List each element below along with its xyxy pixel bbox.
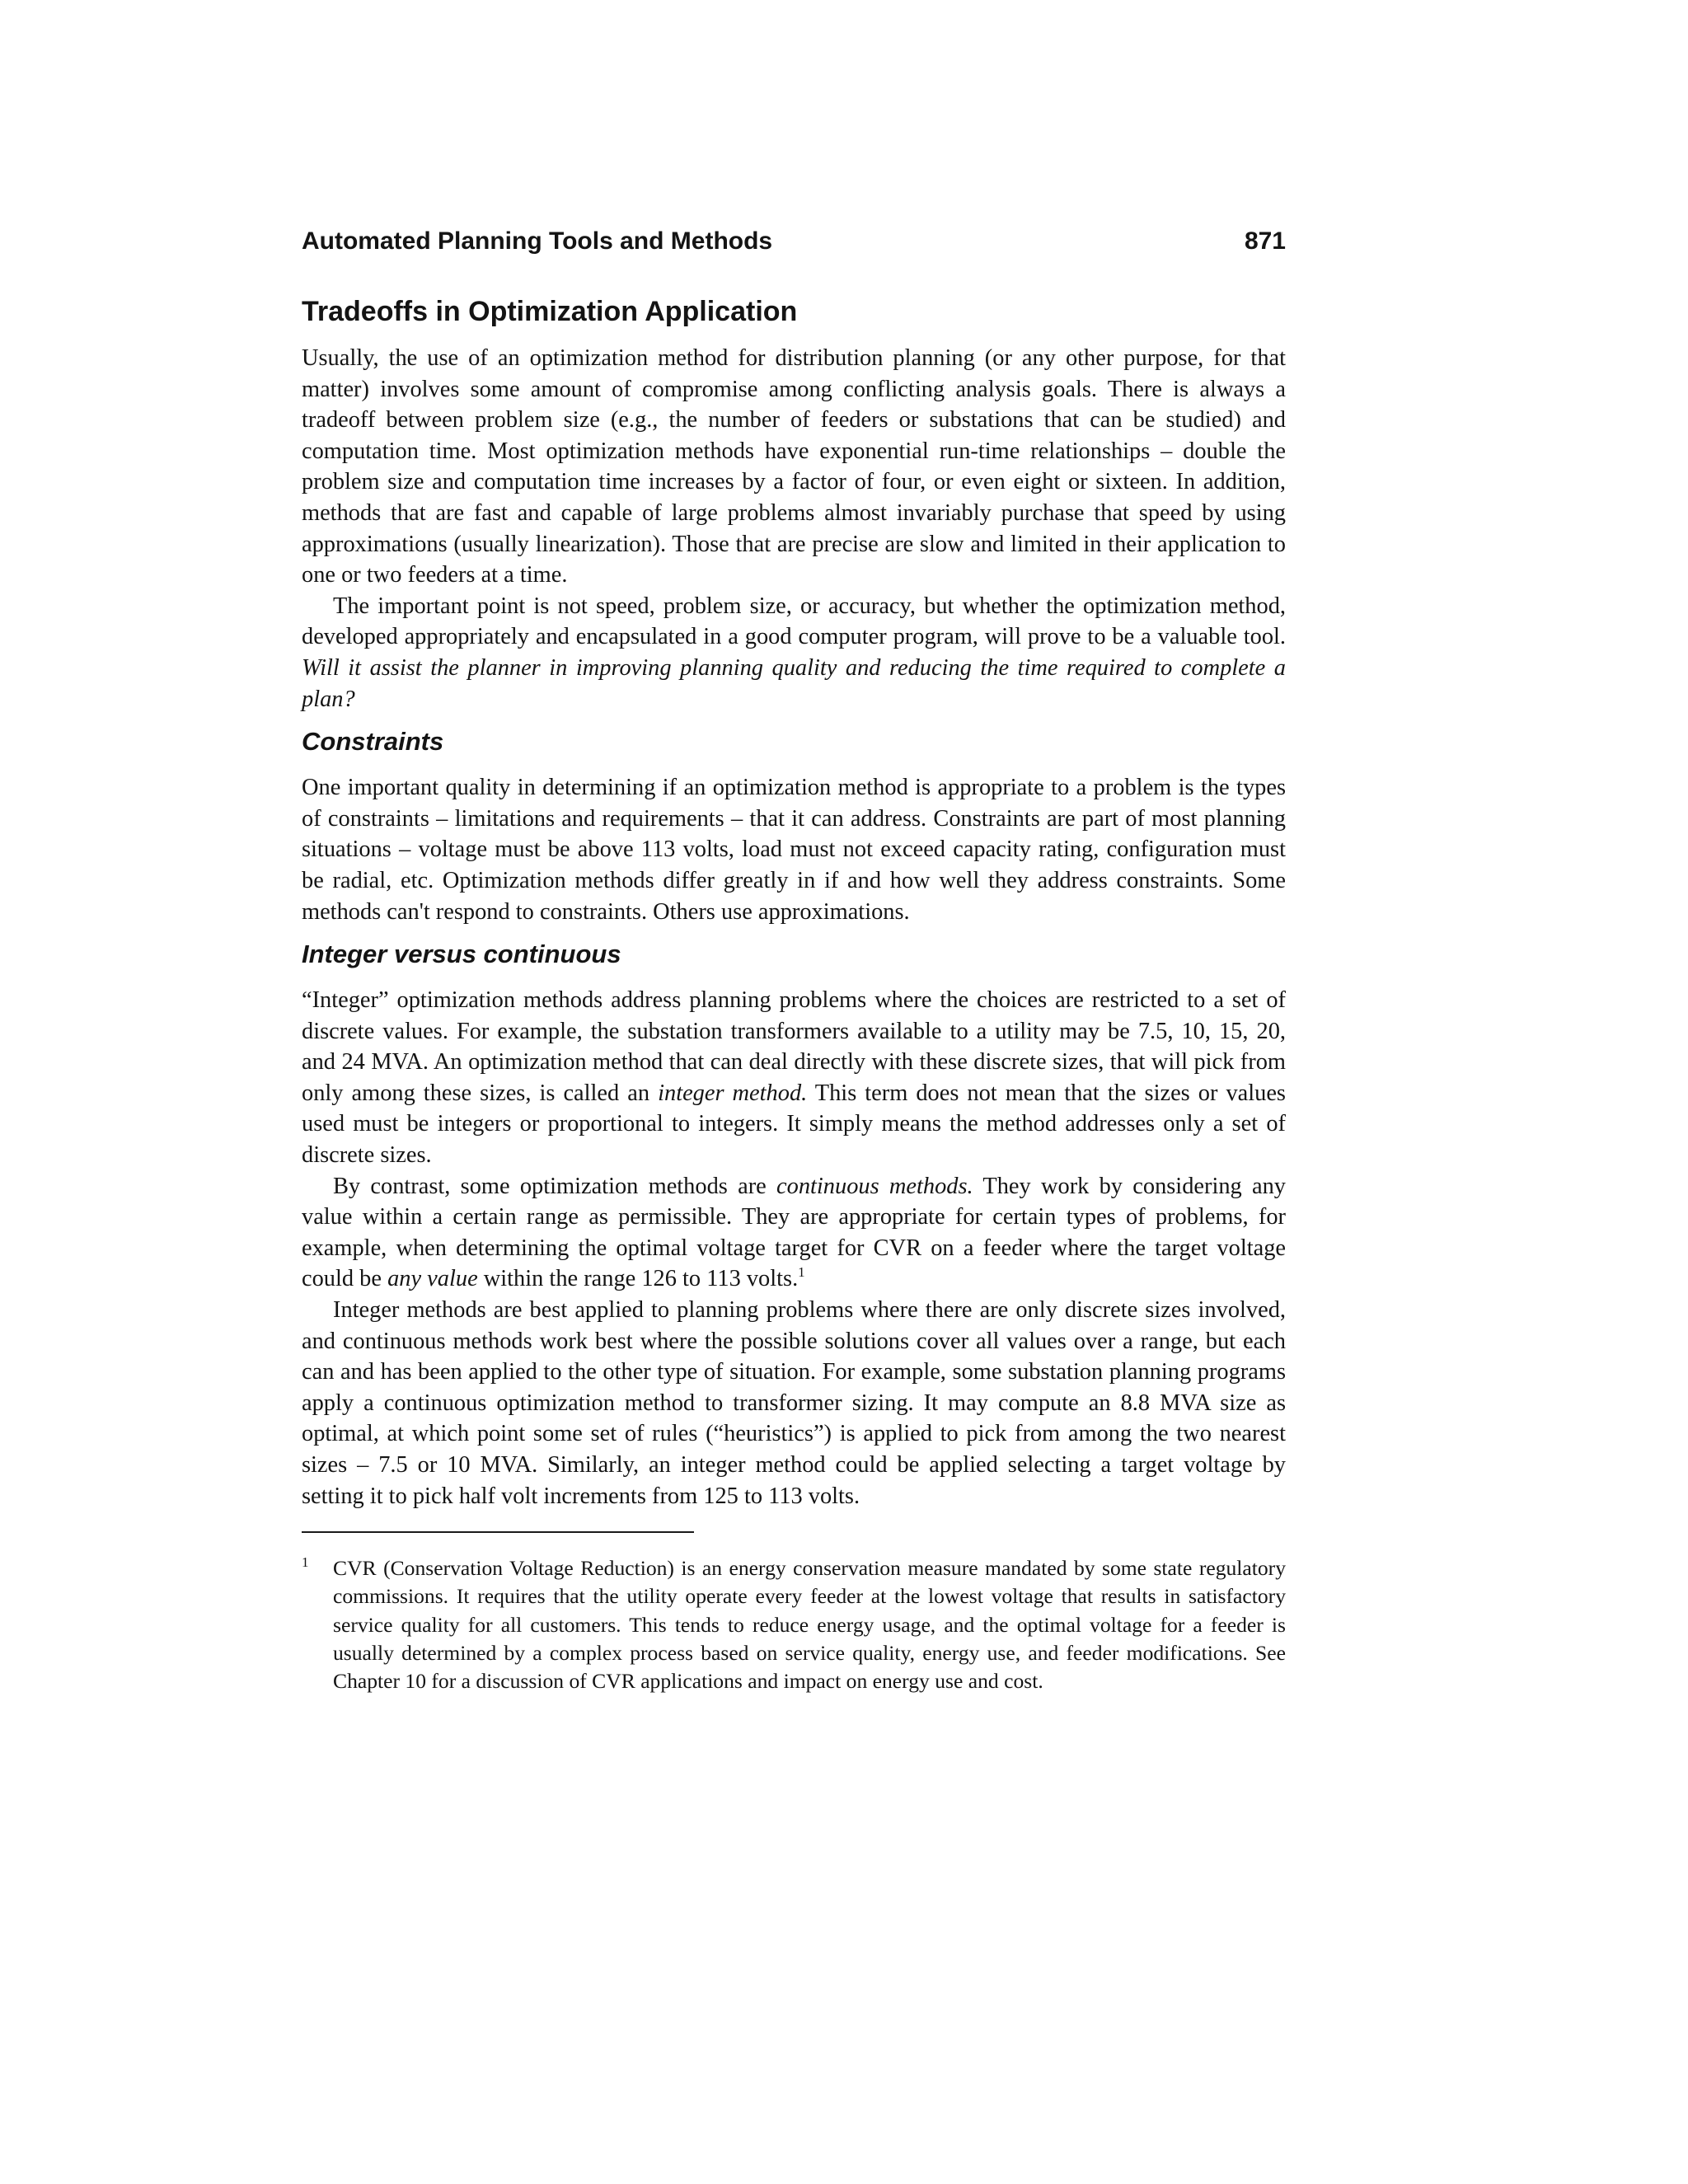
paragraph-text: within the range 126 to 113 volts. xyxy=(483,1266,799,1292)
running-header xyxy=(302,229,1286,262)
running-title: Automated Planning Tools and Methods xyxy=(302,227,773,255)
paragraph-tradeoffs-2 xyxy=(302,591,1286,715)
emphasis-question: Will it assist the planner in improving planning quality and reducing the time required to complete a plan? xyxy=(302,654,1286,712)
subheading-constraints: Constraints xyxy=(302,727,444,757)
section-heading-tradeoffs: Tradeoffs in Optimization Application xyxy=(302,296,798,327)
paragraph-constraints-1: One important quality in determining if an optimization method is appropriate to a problem is the types of constraints – limitations and requirements – that it can address. Constraints are part of most planning situations – voltage must be above 113 volts, load must not exceed capacity rating, configuration must be radial, etc. Optimization methods differ greatly in if and how well they address constraints. Some methods can't respond to constraints. Others use approximations. xyxy=(302,775,1286,925)
paragraph-tradeoffs-1: Usually, the use of an optimization method for distribution planning (or any other purpose, for that matter) involves some amount of compromise among conflicting analysis goals. There is always a tradeoff between problem size (e.g., the number of feeders or substations that can be studied) and computation time. Most optimization methods have exponential run-time relationships – double the problem size and computation time increases by a factor of four, or even eight or sixteen. In addition, methods that are fast and capable of large problems almost invariably purchase that speed by using approximations (usually linearization). Those that are precise are slow and limited in their application to one or two feeders at a time. xyxy=(302,345,1286,588)
emphasis-continuous-methods: continuous methods. xyxy=(776,1173,973,1199)
subheading-integer-vs-continuous: Integer versus continuous xyxy=(302,940,621,969)
emphasis-integer-method: integer method. xyxy=(658,1080,808,1106)
paragraph-text: By contrast, some optimization methods are xyxy=(333,1173,767,1199)
paragraph-integer-2 xyxy=(302,1171,1286,1295)
paragraph-integer-3: Integer methods are best applied to planning problems where there are only discrete sizes involved, and continuous methods work best where the possible solutions cover all values over a range, but each can and has been applied to the other type of situation. For example, some substation planning programs apply a continuous optimization method to transformer sizing. It may compute an 8.8 MVA size as optimal, at which point some set of rules (“heuristics”) is applied to pick from among the two nearest sizes – 7.5 or 10 MVA. Similarly, an integer method could be applied selecting a target voltage by setting it to pick half volt increments from 125 to 113 volts. xyxy=(302,1297,1286,1509)
paragraph-text: The important point is not speed, problem size, or accuracy, but whether the optimization method, developed appropriately and encapsulated in a good computer program, will prove to be a valuable tool. xyxy=(302,593,1286,650)
book-page xyxy=(302,229,1286,1695)
footnote-reference[interactable]: 1 xyxy=(798,1264,805,1281)
emphasis-any-value: any value xyxy=(387,1266,478,1292)
paragraph-text: They work by considering any value within a certain range as permissible. They are appropriate for certain types of problems, for example, when determining the optimal voltage target for CVR on a feeder where the target voltage could be xyxy=(302,1173,1286,1292)
footnote: 1 CVR (Conservation Voltage Reduction) is an energy conservation measure mandated by some state regulatory commissions. It requires that the utility operate every feeder at the lowest voltage that results in satisfactory service quality for all customers. This tends to reduce energy usage, and the optimal voltage for a feeder is usually determined by a complex process based on service quality, energy use, and feeder modifications. See Chapter 10 for a discussion of CVR applications and impact on energy use and cost. xyxy=(302,1554,1286,1693)
paragraph-text: This term does not mean that the sizes or values used must be integers or proportional to integers. It simply means the method addresses only a set of discrete sizes. xyxy=(302,1080,1286,1169)
page-number: 871 xyxy=(1244,227,1286,255)
footnote-divider xyxy=(302,1531,694,1533)
footnote-text: CVR (Conservation Voltage Reduction) is an energy conservation measure mandated by some state regulatory commissions. It requires that the utility operate every feeder at the lowest voltage that results in satisfactory service quality for all customers. This tends to reduce energy usage, and the optimal voltage for a feeder is usually determined by a complex process based on service quality, energy use, and feeder modifications. See Chapter 10 for a discussion of CVR applications and impact on energy use and cost. xyxy=(333,1556,1286,1693)
paragraph-integer-1 xyxy=(302,985,1286,1171)
paragraph-text: “Integer” optimization methods address planning problems where the choices are restricted to a set of discrete values. For example, the substation transformers available to a utility may be 7.5, 10, 15, 20, and 24 MVA. An optimization method that can deal directly with these discrete sizes, that will pick from only among these sizes, is called an xyxy=(302,987,1286,1106)
